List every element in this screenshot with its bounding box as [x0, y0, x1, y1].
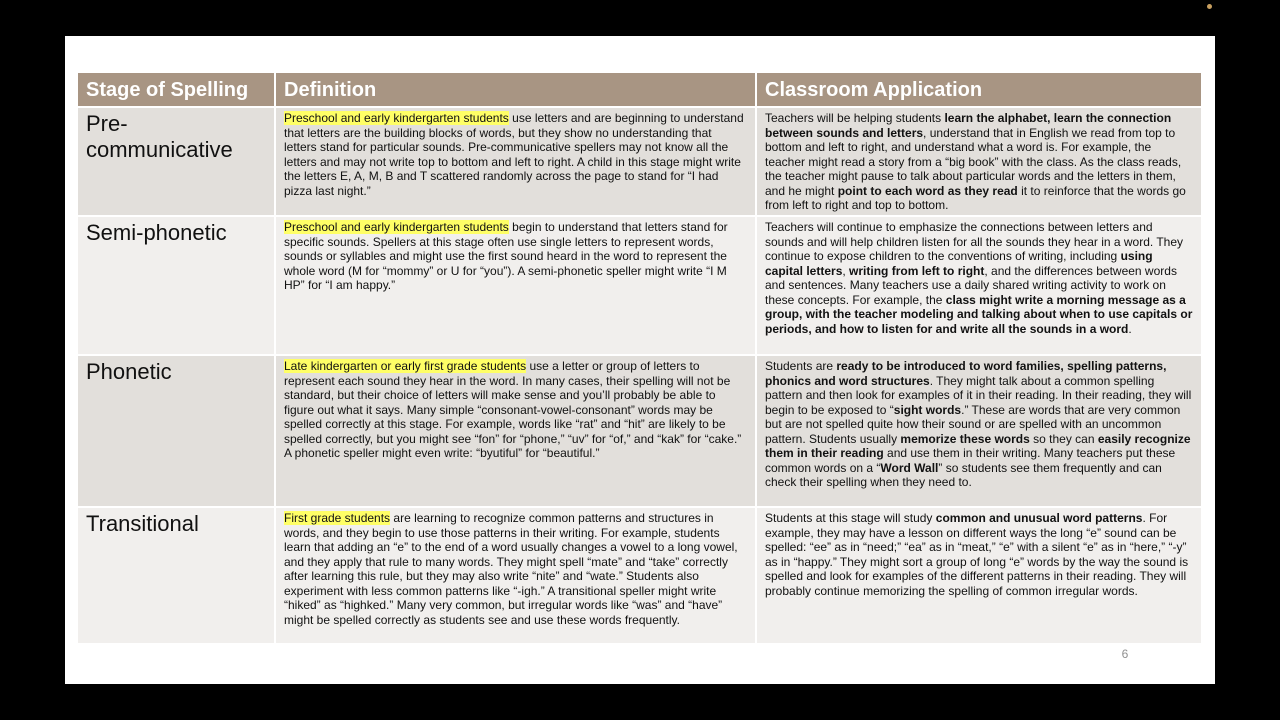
application-text: Teachers will be helping students learn the alphabet, learn the connection between sounds and letters, understand that in English we read from top to bottom and left to right, and understand what a word is. For example, the teacher might read a story from a “big book” with the class. As the class reads, the teacher might pause to talk about particular words and the letters in them, and he might point to each word as they read it to reinforce that the words go from left to right and top to bottom. [765, 111, 1186, 212]
page-number: 6 [1121, 647, 1129, 661]
bold-phrase: easily recognize them in their reading [765, 431, 1191, 460]
stage-cell: Pre-communicative [78, 107, 275, 216]
stage-cell: Semi-phonetic [78, 216, 275, 355]
table-row-semi-phonetic [78, 216, 1202, 355]
bold-phrase: Word Wall [880, 460, 939, 475]
table-header-row [78, 73, 1202, 107]
application-cell [756, 107, 1202, 216]
bold-phrase: memorize these words [900, 431, 1030, 446]
bold-phrase: writing from left to right [849, 263, 985, 278]
header-definition: Definition [275, 73, 756, 107]
bold-phrase: using capital letters [765, 249, 1153, 278]
definition-cell [275, 507, 756, 644]
application-text: Students at this stage will study common and unusual word patterns. For example, they may have a lesson on different ways the long “e” sound can be spelled: “ee” as in “need;” “ea” as in “meat,” “e” with a silent “e” as in “here,” “-y” as in “happy.” They might sort a group of long “e” words by the way the sound is spelled and look for examples of the different patterns in their reading. They will probably continue memorizing the spelling of common irregular words. [765, 511, 1189, 598]
header-classroom-application: Classroom Application [756, 73, 1202, 107]
table-row-pre-communicative [78, 107, 1202, 216]
application-text: Teachers will continue to emphasize the connections between letters and sounds and will help children listen for all the sounds they hear in a word. They continue to expose children to the conventions of writing, including using capital letters, writing from left to right, and the differences between words and sentences. Many teachers use a daily shared writing activity to work on these concepts. For example, the class might write a morning message as a group, with the teacher modeling and talking about when to use capitals or periods, and how to listen for and write all the sounds in a word. [765, 220, 1193, 336]
table-row-transitional [78, 507, 1202, 644]
table-row-phonetic [78, 355, 1202, 507]
definition-text: Preschool and early kindergarten students use letters and are beginning to understand that letters are the building blocks of words, but they show no understanding that letters stand for particular sounds. Pre-communicative spellers may not know all the letters and may not write top to bottom and left to right. A child in this stage might write the letters E, A, M, B and T scattered randomly across the page to stand for “I had pizza last night.” [284, 111, 744, 198]
application-text: Students are ready to be introduced to word families, spelling patterns, phonics and word structures. They might talk about a common spelling pattern and then look for examples of it in their reading. In their reading, they will begin to be exposed to “sight words.” These are words that are very common but are not spelled quite how their sound or are spelled with an uncommon pattern. Students usually memorize these words so they can easily recognize them in their reading and use them in their writing. Many teachers put these common words on a “Word Wall” so students see them frequently and can check their spelling when they need to. [765, 359, 1192, 489]
bold-phrase: common and unusual word patterns [935, 511, 1143, 525]
application-cell [756, 355, 1202, 507]
stage-cell: Transitional [78, 507, 275, 644]
application-cell [756, 507, 1202, 644]
spelling-stages-table [78, 73, 1203, 645]
highlighted-phrase: Preschool and early kindergarten students [284, 111, 509, 125]
recording-indicator-dot [1207, 4, 1212, 9]
bold-phrase: learn the alphabet, learn the connection between sounds and letters [765, 111, 1172, 140]
definition-text: First grade students are learning to recognize common patterns and structures in words, and they begin to use those patterns in their writing. For example, students learn that adding an “e” to the end of a word usually changes a vowel to a long vowel, and they apply that rule to many words. They might spell “mate” and “take” correctly after learning this rule, but they may also write “nite” and “wate.” Students also experiment with less common patterns like “-igh.” A transitional speller might write “hiked” as “highked.” Many very common, but irregular words like “was” and “have” might be spelled correctly as students see and use these words frequently. [284, 511, 738, 627]
bold-phrase: ready to be introduced to word families, spelling patterns, phonics and word structures [765, 359, 1167, 388]
bold-phrase: class might write a morning message as a group, with the teacher modeling and talking about when to use capitals or periods, and how to listen for and write all the sounds in a word [765, 292, 1193, 336]
definition-cell [275, 355, 756, 507]
stage-cell: Phonetic [78, 355, 275, 507]
highlighted-phrase: Late kindergarten or early first grade students [284, 359, 527, 373]
bold-phrase: sight words [893, 402, 962, 417]
bold-phrase: point to each word as they read [837, 183, 1018, 198]
definition-text: Late kindergarten or early first grade students use a letter or group of letters to represent each sound they hear in the word. In many cases, their spelling will not be standard, but their choice of letters will make sense and you’ll probably be able to figure out what it says. Many simple “consonant-vowel-consonant” words may be spelled correctly at this stage. For example, words like “rat” and “hit” are likely to be spelled correctly, but you might see “fon” for “phone,” “uv” for “of,” and “kak” for “cake.” A phonetic speller might even write: “byutiful” for “beautiful.” [284, 359, 742, 460]
definition-cell [275, 107, 756, 216]
highlighted-phrase: First grade students [284, 511, 391, 525]
definition-text: Preschool and early kindergarten students begin to understand that letters stand for specific sounds. Spellers at this stage often use single letters to represent words, sounds or syllables and might use the first sound heard in the word to represent the whole word (M for “mommy” or U for “you”). A semi-phonetic speller might write “I M HP” for “I am happy.” [284, 220, 728, 292]
highlighted-phrase: Preschool and early kindergarten students [284, 220, 509, 234]
definition-cell [275, 216, 756, 355]
header-stage-of-spelling: Stage of Spelling [78, 73, 275, 107]
application-cell [756, 216, 1202, 355]
